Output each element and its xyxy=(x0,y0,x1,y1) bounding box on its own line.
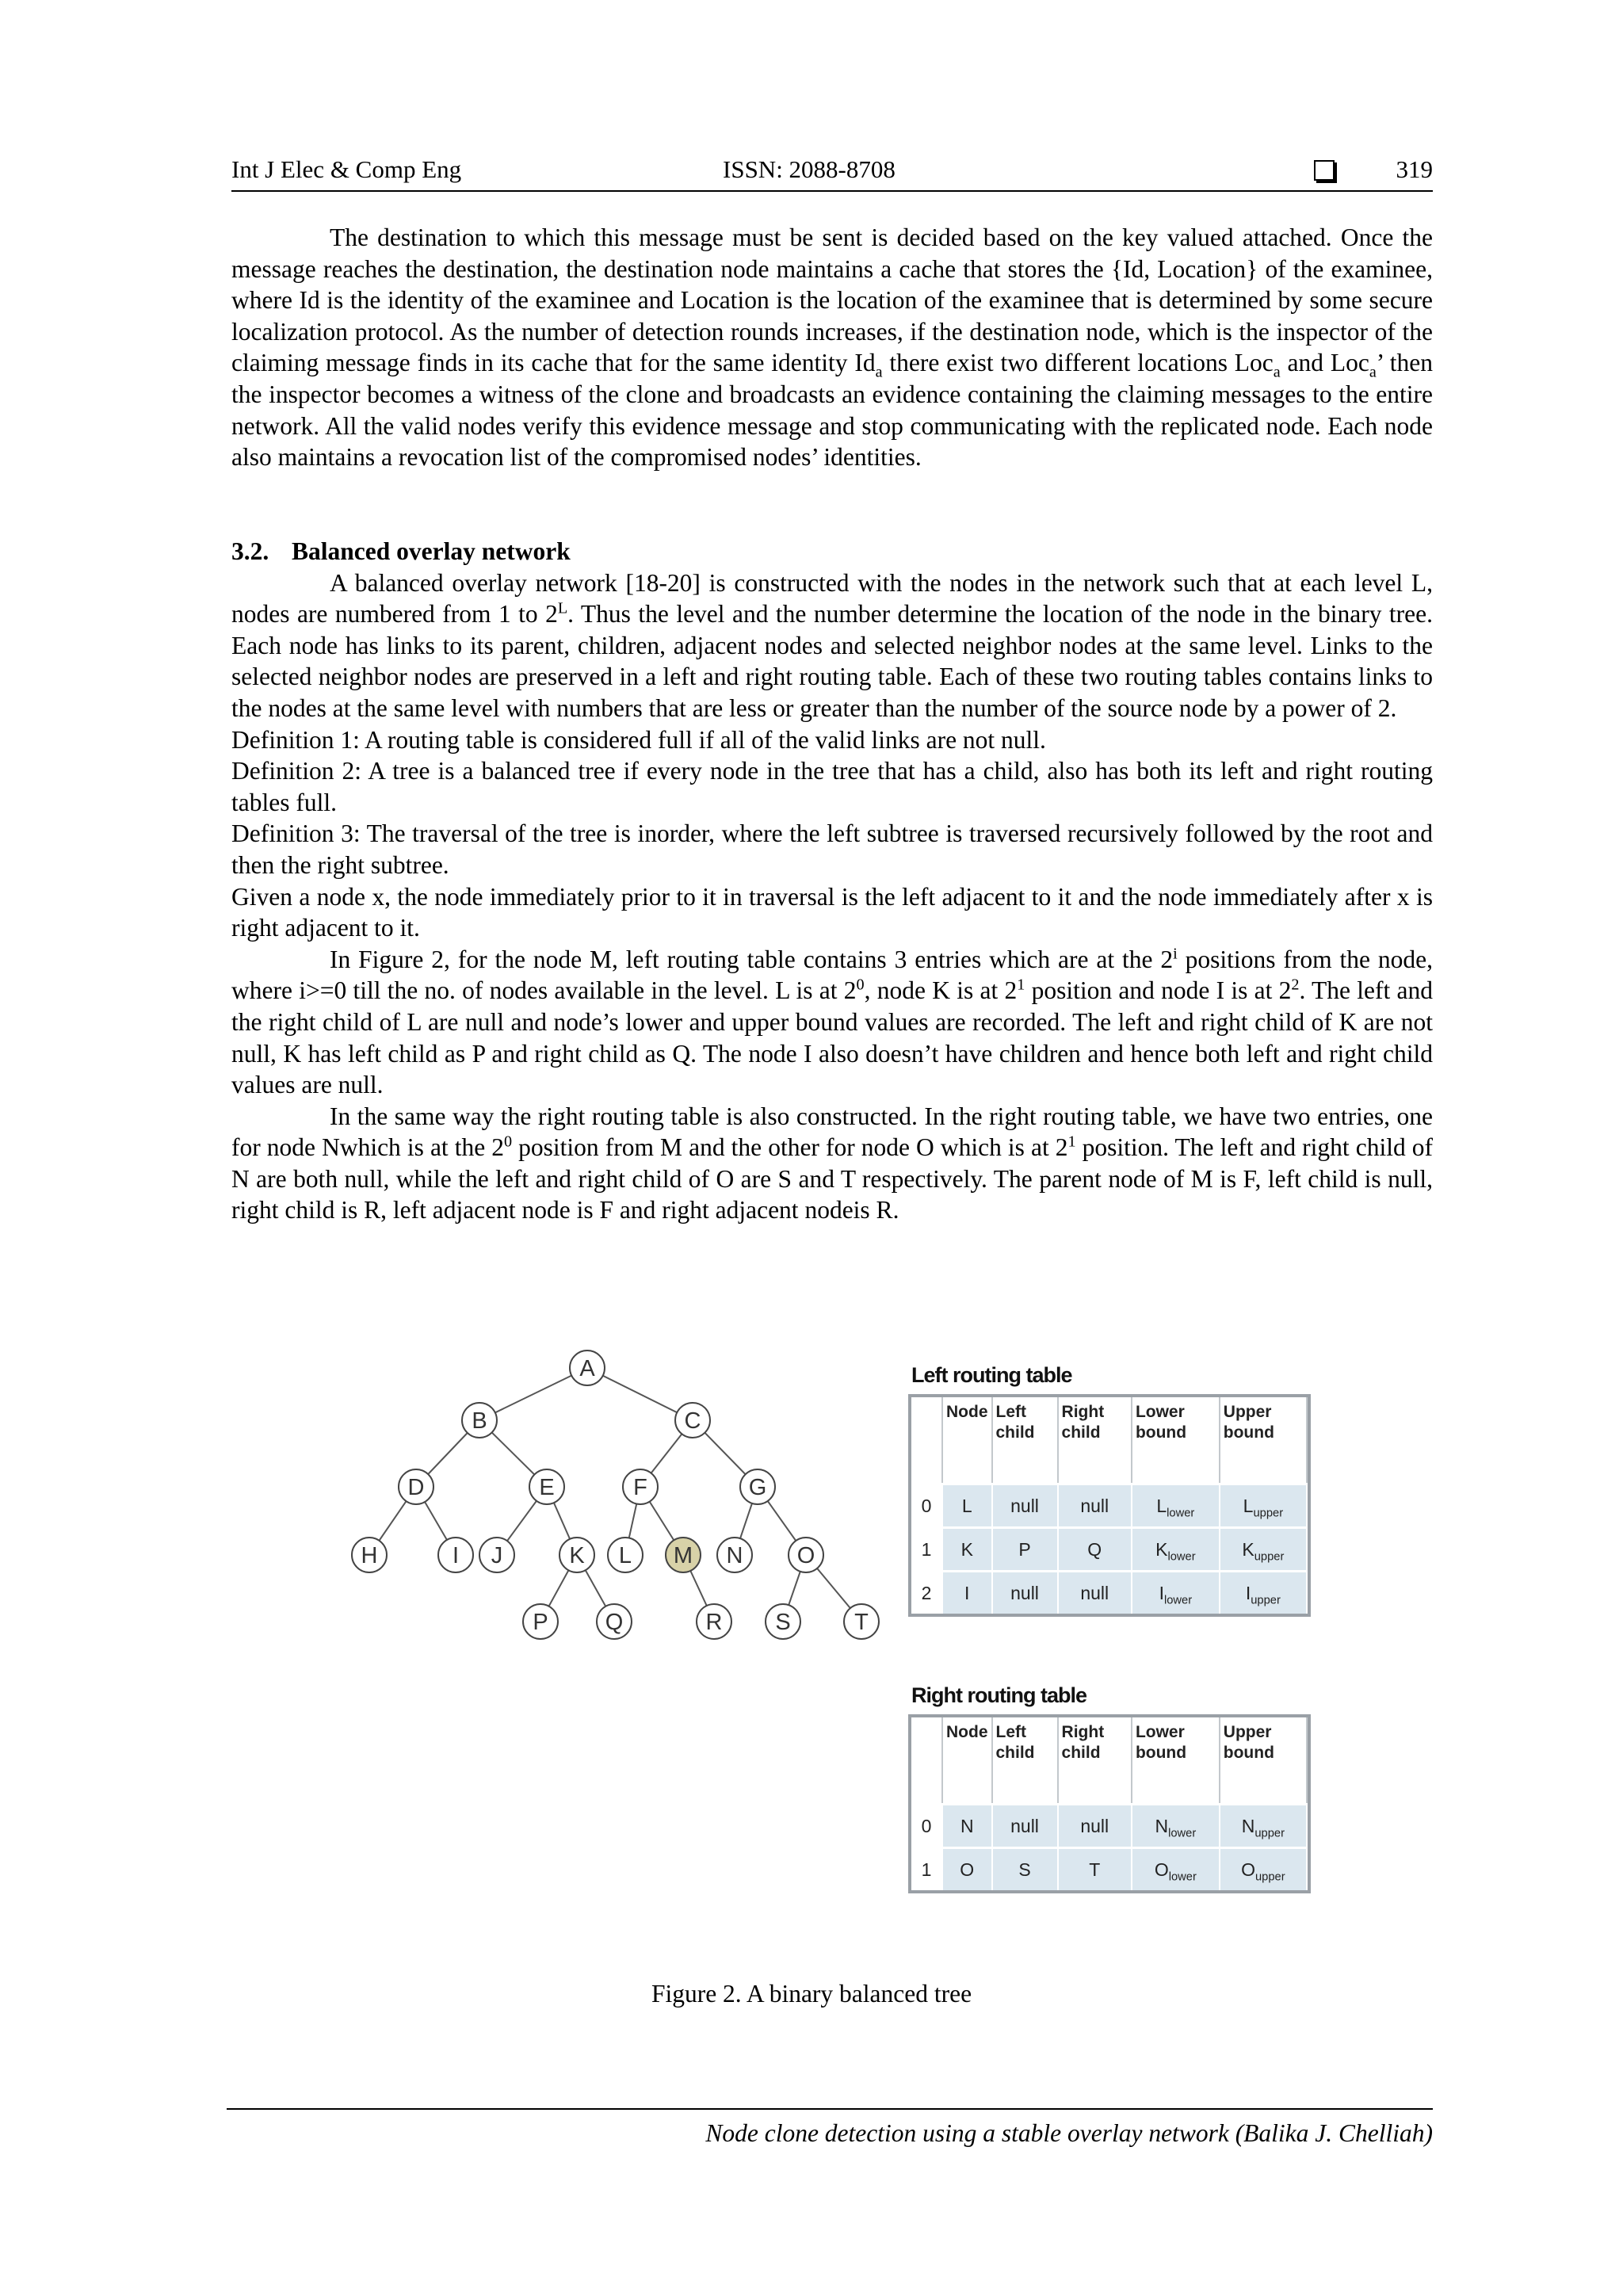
page-number: 319 xyxy=(1396,155,1433,183)
tree-node-f xyxy=(623,1469,658,1504)
issn: ISSN: 2088-8708 xyxy=(723,155,896,183)
header-left-child: Left child xyxy=(993,1717,1059,1803)
svg-text:O: O xyxy=(796,1543,815,1568)
tree-node-r xyxy=(697,1604,731,1639)
table-row: 0 L null null $L_{lower}$ $L_{upper}$ xyxy=(911,1483,1308,1526)
tree-node-p xyxy=(523,1604,558,1639)
svg-text:E: E xyxy=(539,1475,555,1500)
intro-section xyxy=(231,222,1433,473)
intro-paragraph: The destination to which this message must be sent is decided based on the key valued attached. Once the message reaches the destination, the destination node maintains a cache that stores the {Id, Location} of the examinee, where Id is the identity of the examinee and Location is the location of the examinee that is determined by some secure localization protocol. As the number of detection rounds increases, if the destination node, which is the inspector of the claiming message finds in its cache that for the same identity $Id_a$ there exist two different locations Loc$_a$ and Loc$_a$’ then the inspector becomes a witness of the clone and broadcasts an evidence containing the claiming messages to the entire network. All the valid nodes verify this evidence message and stop communicating with the replicated node. Each node also maintains a revocation list of the compromised nodes’ identities. xyxy=(231,223,1433,472)
tree-node-o xyxy=(789,1538,823,1572)
header-upper-bound: Upper bound xyxy=(1220,1717,1308,1803)
tree-node-n xyxy=(717,1538,752,1572)
tree-node-g xyxy=(740,1469,775,1504)
definition-1: Definition 1: A routing table is considered full if all of the valid links are not null. xyxy=(231,725,1046,754)
svg-text:R: R xyxy=(705,1610,723,1635)
svg-text:P: P xyxy=(533,1610,548,1635)
header-lower-bound: Lower bound xyxy=(1132,1717,1220,1803)
header-node: Node xyxy=(943,1717,993,1803)
tree-node-c xyxy=(675,1403,710,1438)
page-footer: Node clone detection using a stable overlay network (Balika J. Chelliah) xyxy=(227,2108,1433,2148)
square-bullet-icon xyxy=(1314,160,1335,181)
right-routing-table xyxy=(911,1717,1308,1890)
svg-text:A: A xyxy=(579,1356,595,1381)
table-row: 2 I null null $I_{lower}$ $I_{upper}$ xyxy=(911,1570,1308,1614)
svg-text:B: B xyxy=(472,1408,487,1434)
table-header-row xyxy=(911,1717,1308,1803)
figure-caption: Figure 2. A binary balanced tree xyxy=(651,1980,972,2008)
header-node: Node xyxy=(943,1397,993,1483)
section-heading: 3.2. Balanced overlay network xyxy=(231,537,571,565)
left-table-title: Left routing table xyxy=(911,1363,1072,1387)
header-right-child: Right child xyxy=(1059,1717,1132,1803)
svg-text:S: S xyxy=(775,1610,791,1635)
svg-text:Q: Q xyxy=(605,1610,624,1635)
tree-node-e xyxy=(529,1469,564,1504)
svg-text:N: N xyxy=(726,1543,743,1568)
header-left-child: Left child xyxy=(993,1397,1059,1483)
tree-node-h xyxy=(352,1538,387,1572)
section-3-2 xyxy=(231,536,1433,1226)
table-header-row xyxy=(911,1397,1308,1483)
tree-node-t xyxy=(844,1604,879,1639)
svg-text:J: J xyxy=(491,1543,503,1568)
svg-text:M: M xyxy=(673,1543,693,1568)
table-row: 0 N null null $N_{lower}$ $N_{upper}$ xyxy=(911,1803,1308,1847)
table-row: 1 O S T $O_{lower}$ $O_{upper}$ xyxy=(911,1847,1308,1890)
svg-text:L: L xyxy=(618,1543,632,1568)
left-routing-table-block xyxy=(911,1363,1316,1614)
tree-node-i xyxy=(438,1538,473,1572)
svg-text:I: I xyxy=(452,1543,460,1568)
adjacency-definition: Given a node x, the node immediately prior to it in traversal is the left adjacent to it and the node immediately after x is right adjacent to it. xyxy=(231,882,1433,942)
tree-node-q xyxy=(597,1604,632,1639)
right-table-title: Right routing table xyxy=(911,1683,1086,1707)
tree-node-a xyxy=(570,1350,605,1385)
svg-text:T: T xyxy=(854,1610,869,1635)
tree-node-d xyxy=(399,1469,433,1504)
figure2-paragraph: In Figure 2, for the node M, left routing table contains 3 entries which are at the 2$^i$ positions from the node, where i>=0 till the no. of nodes available in the level. L is at $2^0$, node K is at $2^1$ position and node I is at $2^2$. The left and the right child of L are null and node’s lower and upper bound values are recorded. The left and right child of K are not null, K has left child as P and right child as Q. The node I also doesn’t have children and hence both left and right child values are null. xyxy=(231,945,1433,1099)
header-upper-bound: Upper bound xyxy=(1220,1397,1308,1483)
tree-node-k xyxy=(559,1538,594,1572)
tree-node-m xyxy=(666,1538,701,1572)
svg-text:K: K xyxy=(569,1543,585,1568)
binary-tree-diagram xyxy=(341,1347,888,1696)
svg-text:F: F xyxy=(633,1475,647,1500)
table-row: 1 K P Q $K_{lower}$ $K_{upper}$ xyxy=(911,1526,1308,1570)
overlay-paragraph: A balanced overlay network [18-20] is constructed with the nodes in the network such that at each level L, nodes are numbered from 1 to $2^L$. Thus the level and the number determine the location of the node in the binary tree. Each node has links to its parent, children, adjacent nodes and selected neighbor nodes at the same level. Links to the selected neighbor nodes are preserved in a left and right routing table. Each of these two routing tables contains links to the nodes at the same level with numbers that are less or greater than the number of the source node by a power of 2. xyxy=(231,568,1433,722)
tree-node-l xyxy=(608,1538,643,1572)
tree-node-b xyxy=(462,1403,497,1438)
definition-3: Definition 3: The traversal of the tree is inorder, where the left subtree is traversed recursively followed by the root and then the right subtree. xyxy=(231,819,1433,879)
svg-text:D: D xyxy=(407,1475,425,1500)
svg-text:C: C xyxy=(684,1408,701,1434)
header-right-child: Right child xyxy=(1059,1397,1132,1483)
definition-2: Definition 2: A tree is a balanced tree if every node in the tree that has a child, also has both its left and right routing tables full. xyxy=(231,757,1433,816)
journal-name: Int J Elec & Comp Eng xyxy=(231,155,462,183)
right-table-paragraph: In the same way the right routing table is also constructed. In the right routing table, we have two entries, one for node Nwhich is at the $2^0$ position from M and the other for node O which is at $2^1$ position. The left and right child of N are both null, while the left and right child of O are S and T respectively. The parent node of M is F, left child is null, right child is R, left adjacent node is F and right adjacent nodeis R. xyxy=(231,1102,1433,1224)
left-routing-table xyxy=(911,1397,1308,1614)
page-header xyxy=(231,152,1433,192)
tree-node-s xyxy=(766,1604,800,1639)
svg-text:H: H xyxy=(361,1543,378,1568)
tree-node-j xyxy=(479,1538,514,1572)
right-routing-table-block xyxy=(911,1683,1316,1890)
header-lower-bound: Lower bound xyxy=(1132,1397,1220,1483)
svg-text:G: G xyxy=(748,1475,767,1500)
